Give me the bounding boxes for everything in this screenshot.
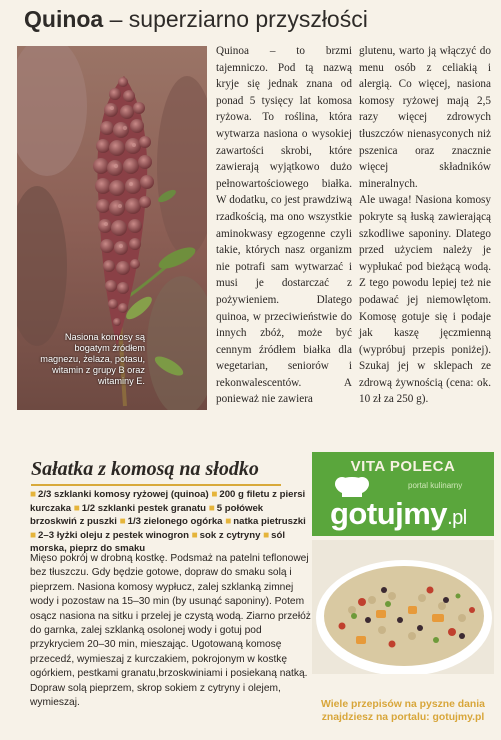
recipe-box — [17, 450, 311, 734]
gotujmy-logo: gotujmy.pl — [330, 496, 467, 531]
ingredient-item: ■ natka pietruszki — [225, 516, 306, 528]
recipe-method: Mięso pokrój w drobną kostkę. Podsmaż na patelni teflonowej bez tłuszczu. Gdy będzie gotowe, dopraw do smaku solą i pieprzem. Nasiona komosy wypłucz, zalej szklanką zimnej wody i pozostaw na 15–30 min (by usunąć saponiny). Potem osącz nasiona na sitku i przelej je czystą wodą. Ziarno przełóż do garnka, zalej szklanką osolonej wody i gotuj pod przykryciem 20–30 min, mieszając. Ugotowaną komosę przecedź, wymieszaj z kurczakiem, pokrojonym w kostkę ogórkiem, pestkami granatu,brzoskwiniami i posiekaną natką. Dopraw solą pieprzem, skrop sokiem z cytryny i olejem, wymieszaj. — [30, 553, 311, 709]
promo-header — [312, 452, 494, 536]
bullet-icon: ■ — [263, 529, 270, 541]
ingredient-item: ■ 1/2 szklanki pestek granatu — [73, 502, 207, 514]
article-paragraph: Quinoa – to brzmi tajemniczo. Pod tą nazwą kryje się jednak znana od ponad 5 tysięcy lat komosa ryżowa. To roślina, która wytwarza nasiona o wysokiej zawartości skrobi, które zawierają wyjątkowo dużo pełnowartościowego białka. W dodatku, co jest prawdziwą rzadkością, ma ono wszystkie aminokwasy egzogenne czyli takie, których nasz organizm nie potrafi sam wytwarzać i musi je dostarczać z pożywieniem. Dlatego quinoa, w przeciwieństwie do innych zbóż, może być cennym źródłem białka dla wegetarian, seniorów i rekonwalescentów. A ponieważ nie zawiera — [216, 45, 352, 406]
photo-caption: Nasiona komosy są bogatym źródłem magnezu, żelaza, potasu, witamin z grupy B oraz witaminy E. — [40, 332, 145, 386]
ingredient-item: ■ 200 g filetu z piersi kurczaka — [30, 489, 306, 514]
title-bold: Quinoa — [24, 6, 104, 32]
bullet-icon: ■ — [191, 529, 198, 541]
ingredient-item: ■ 2–3 łyżki oleju z pestek winogron — [30, 529, 189, 541]
bullet-icon: ■ — [208, 502, 215, 514]
quinoa-photo — [17, 46, 207, 410]
recipe-title: Sałatka z komosą na słodko — [31, 458, 291, 486]
ingredient-item: ■ 5 połówek brzoskwiń z puszki — [30, 502, 264, 528]
bullet-icon: ■ — [225, 516, 232, 528]
bullet-icon: ■ — [119, 516, 126, 528]
ingredient-list — [30, 488, 308, 556]
promo-footer: Wiele przepisów na pyszne dania znajdziesz na portalu: gotujmy.pl — [321, 699, 485, 723]
ingredient-item: ■ sól morska, pieprz do smaku — [30, 529, 286, 555]
bullet-icon: ■ — [30, 529, 37, 541]
bullet-icon: ■ — [30, 489, 37, 500]
promo-label: VITA POLECA — [350, 458, 456, 475]
chef-hat-icon — [334, 476, 370, 498]
article-paragraph: glutenu, warto ją włączyć do menu osób z celiakią i alergią. Co więcej, nasiona komosy ryżowej mają 2,5 razy więcej zdrowych tłuszczów nienasyconych niż pszenica oraz znacznie więcej składników mineralnych. — [359, 45, 491, 190]
ingredient-item: ■ 2/3 szklanki komosy ryżowej (quinoa) — [30, 489, 209, 500]
article-column-1 — [216, 43, 352, 408]
article-column-2 — [359, 43, 491, 408]
ingredient-item: ■ 1/3 zielonego ogórka — [119, 516, 223, 528]
article-paragraph: Ale uwaga! Nasiona komosy pokryte są łuską zawierającą szkodliwe saponiny. Dlatego przed użyciem należy je wypłukać pod bieżącą wodą. Z tego powodu lepiej też nie podawać jej niemowlętom. Komosę gotuje się i podaje jak kaszę jęczmienną (wypróbuj przepis poniżej). Szukaj jej w sklepach ze zdrową żywnością (cena: ok. 10 zł za 250 g). — [359, 194, 491, 406]
bullet-icon: ■ — [73, 502, 80, 514]
page-title — [24, 6, 494, 40]
promo-panel — [312, 452, 494, 734]
salad-photo — [312, 540, 494, 674]
title-rest: – superziarno przyszłości — [103, 6, 368, 32]
ingredient-item: ■ sok z cytryny — [191, 529, 261, 541]
bullet-icon: ■ — [211, 489, 218, 500]
promo-subtitle: portal kulinarny — [408, 481, 463, 490]
